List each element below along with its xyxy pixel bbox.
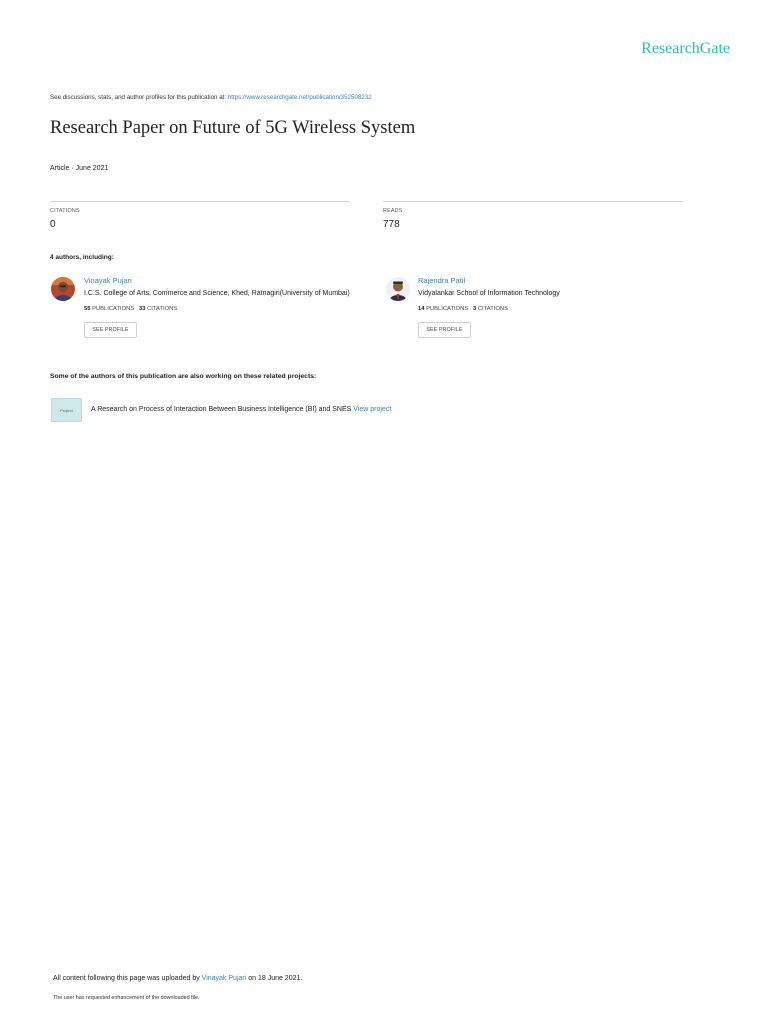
related-project <box>91 406 391 413</box>
citations-value: 0 <box>50 219 56 230</box>
project-title: A Research on Process of Interaction Between Business Intelligence (BI) and SNES <box>91 406 354 413</box>
discussion-line <box>50 94 372 101</box>
reads-value: 778 <box>383 219 400 230</box>
upload-suffix: on 18 June 2021. <box>246 975 303 982</box>
authors-label: 4 authors, including: <box>50 254 114 261</box>
author-citations-label: CITATIONS <box>147 306 178 312</box>
upload-prefix: All content following this page was uploaded by <box>53 975 202 982</box>
author-stats <box>418 306 508 312</box>
project-icon: Project <box>51 398 82 422</box>
related-projects-label: Some of the authors of this publication are also working on these related projects: <box>50 373 317 380</box>
publications-label: PUBLICATIONS <box>92 306 135 312</box>
enhancement-note: The user has requested enhancement of the downloaded file. <box>53 995 200 1001</box>
publications-count: 55 <box>84 306 91 312</box>
reads-divider <box>383 201 683 202</box>
author-avatar[interactable] <box>386 277 410 301</box>
author-avatar[interactable] <box>51 277 75 301</box>
see-profile-button[interactable]: SEE PROFILE <box>84 322 137 338</box>
author-institution: I.C.S. College of Arts, Commerce and Science, Khed, Ratnagiri(University of Mumbai) <box>84 290 350 297</box>
publications-count: 14 <box>418 306 425 312</box>
author-stats <box>84 306 177 312</box>
discussion-text: See discussions, stats, and author profiles for this publication at: <box>50 94 228 101</box>
reads-label: READS <box>383 208 403 214</box>
view-project-link[interactable]: View project <box>353 406 392 413</box>
author-name-link[interactable]: Rajendra Patil <box>418 276 466 285</box>
paper-title: Research Paper on Future of 5G Wireless System <box>50 118 416 138</box>
author-citations-count: 33 <box>139 306 146 312</box>
researchgate-logo[interactable]: ResearchGate <box>641 40 730 57</box>
uploader-link[interactable]: Vinayak Pujari <box>201 975 247 982</box>
author-name-link[interactable]: Vinayak Pujari <box>84 276 132 285</box>
author-citations-label: CITATIONS <box>477 306 508 312</box>
citations-label: CITATIONS <box>50 208 80 214</box>
citations-divider <box>50 201 350 202</box>
publication-url-link[interactable]: https://www.researchgate.net/publication/352508232 <box>227 94 372 101</box>
upload-note <box>53 975 302 982</box>
publications-label: PUBLICATIONS <box>426 306 469 312</box>
author-institution: Vidyalankar School of Information Technology <box>418 290 560 297</box>
author-citations-count: 3 <box>473 306 477 312</box>
see-profile-button[interactable]: SEE PROFILE <box>418 322 471 338</box>
article-meta: Article · June 2021 <box>50 165 109 172</box>
